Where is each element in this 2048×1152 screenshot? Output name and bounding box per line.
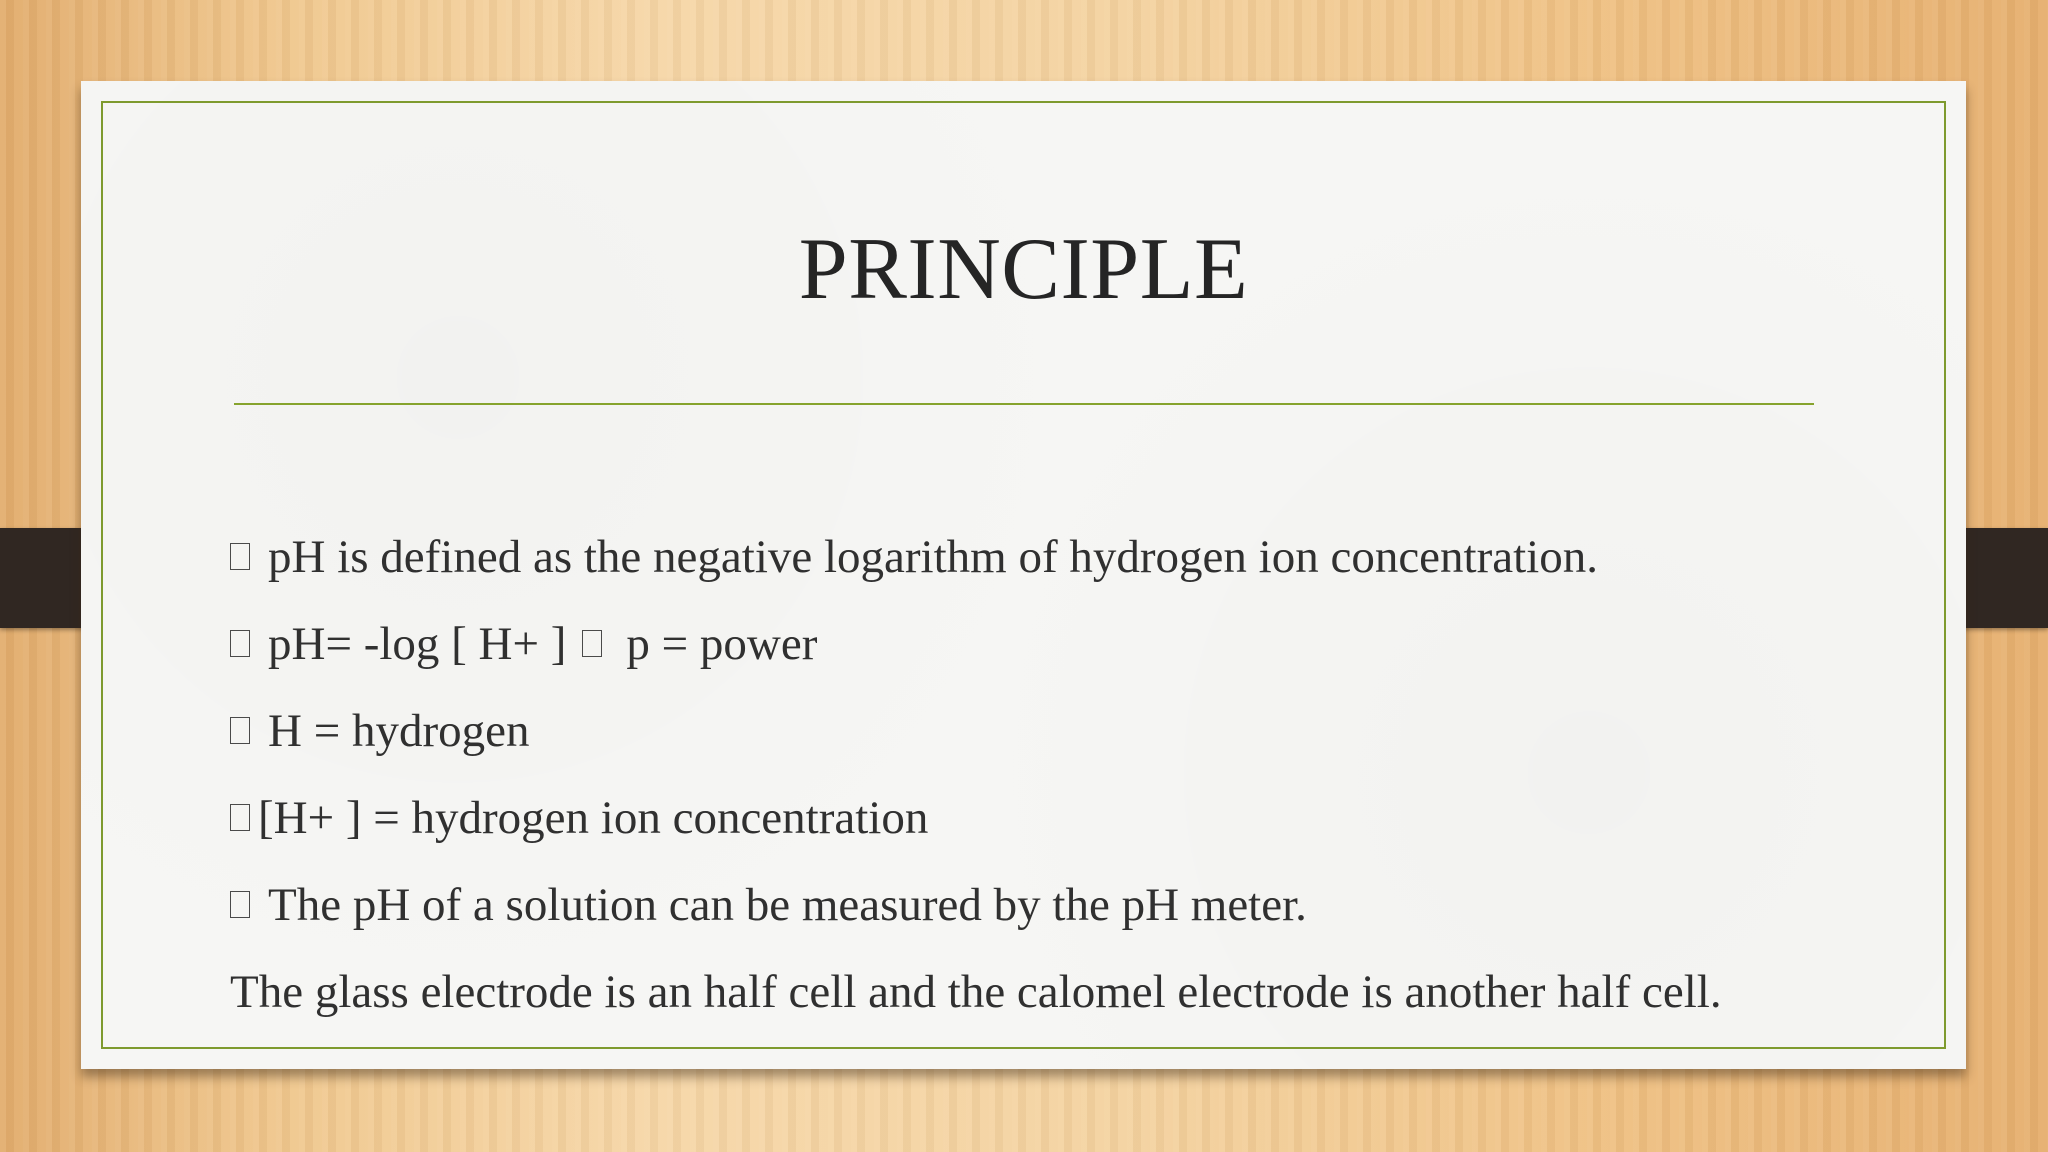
bullet-item xyxy=(230,774,1722,861)
bullet-item xyxy=(230,513,1722,600)
bullet-item xyxy=(230,687,1722,774)
bullet-text: pH= -log [ H+ ] xyxy=(268,617,567,670)
bullet-item xyxy=(230,600,1722,687)
bullet-text: The pH of a solution can be measured by the pH meter. xyxy=(268,878,1307,931)
body-line xyxy=(230,948,1722,1035)
box-icon xyxy=(230,630,250,657)
box-icon xyxy=(230,543,250,570)
box-icon xyxy=(230,804,250,831)
bullet-text: H = hydrogen xyxy=(268,704,530,757)
title-divider xyxy=(234,403,1814,405)
slide-title: PRINCIPLE xyxy=(798,221,1249,318)
box-icon xyxy=(230,717,250,744)
bullet-text: pH is defined as the negative logarithm of hydrogen ion concentration. xyxy=(268,530,1598,583)
bullet-list xyxy=(230,513,1722,1035)
bullet-item xyxy=(230,861,1722,948)
bullet-text: [H+ ] = hydrogen ion concentration xyxy=(258,791,929,844)
box-icon xyxy=(230,891,250,918)
body-text: The glass electrode is an half cell and the calomel electrode is another half cell. xyxy=(230,965,1722,1018)
bullet-text: p = power xyxy=(626,617,818,670)
slide xyxy=(81,81,1966,1069)
box-icon xyxy=(582,630,602,657)
